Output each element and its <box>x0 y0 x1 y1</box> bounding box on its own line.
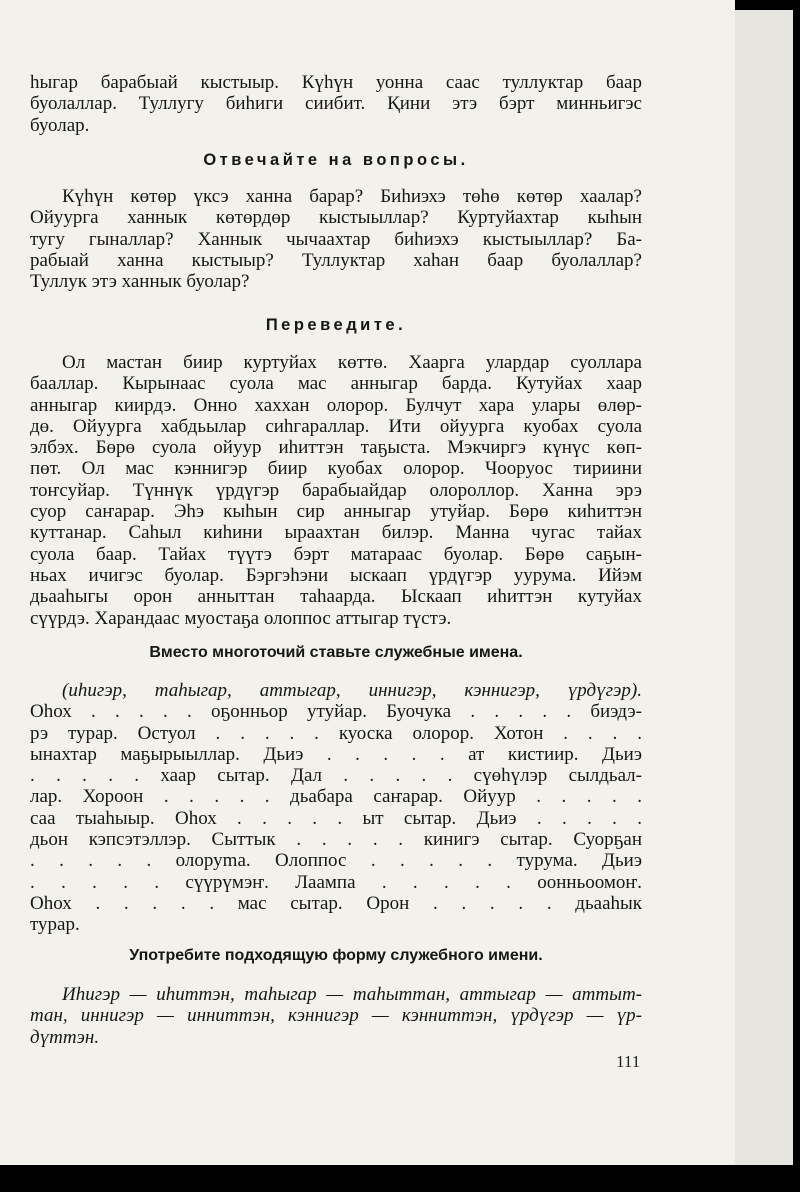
text-line: дө. Ойуурга хабдьылар сиһгараллар. Ити ойуурга куобах суола <box>30 415 642 437</box>
text-line: . . . . . олоруma. Олоппос . . . . . турума. Дьиэ <box>30 850 642 872</box>
text-line: суола баар. Тайах түүтэ бэрт матараас буолар. Бөрө саҕын- <box>30 543 642 565</box>
text-line: Туллук этэ ханнык буолар? <box>30 271 250 293</box>
text-line: буолаллар. Туллугу биһиги сиибит. Қини этэ бэрт минньигэс <box>30 93 642 115</box>
form-paragraph <box>30 984 642 1048</box>
text-line: Ол мастан биир куртуйах көттө. Хаарга улардар суоллара <box>62 352 642 373</box>
text-line: турар. <box>30 914 80 936</box>
adjacent-page-edge <box>735 10 793 1165</box>
text-line: лар. Хороон . . . . . дьабара саҥарар. Ойуур . . . . . <box>30 786 642 808</box>
text-line: бааллар. Кырынаас суола мас анныгар барда. Кутуйах хаар <box>30 373 642 395</box>
text-line: буолар. <box>30 114 90 136</box>
page-number: 111 <box>616 1052 641 1071</box>
text-line: Күһүн көтөр үксэ ханна барар? Биһиэхэ төһө көтөр хаалар? <box>62 186 642 207</box>
text-line: тоҥсуйар. Түннүк үрдүгэр барабыайдар олороллор. Ханна эрэ <box>30 479 642 501</box>
text-line: Ойуурга ханнык көтөрдөр кыстыыллар? Куртуйахтар кыһын <box>30 207 642 229</box>
text-line: Оһох . . . . . мас сытар. Орон . . . . . дьааһык <box>30 892 642 914</box>
text-line: ньах ичигэс буолар. Бэргэһэни ыскаап үрдүгэр уурума. Ийэм <box>30 564 642 586</box>
text-line: элбэх. Бөрө суола ойуур иһиттэн таҕыста. Мэкчиргэ күнүс көп- <box>30 437 642 459</box>
questions-paragraph <box>30 186 642 292</box>
text-line: Иһигэр — иһиттэн, таһыгар — таһыттан, аттыгар — аттыт- <box>62 984 642 1005</box>
text-line: рэ турар. Остуол . . . . . куоска олорор. Хотон . . . . <box>30 722 642 744</box>
text-line: дүттэн. <box>30 1026 100 1048</box>
text-line: рабыай ханна кыстыыр? Туллуктар хаһан баар буолаллар? <box>30 249 642 271</box>
text-line: Оһох . . . . . оҕонньор утуйар. Буочука . . . . . биэдэ- <box>30 701 642 723</box>
text-line: тан, иннигэр — инниттэн, кэннигэр — кэнниттэн, үрдүгэр — үр- <box>30 1005 642 1027</box>
translate-paragraph <box>30 352 642 629</box>
intro-paragraph <box>30 72 642 136</box>
text-line: анныгар киирдэ. Онно хаххан олорор. Булчут хара улары өлөр- <box>30 394 642 416</box>
text-line: ынахтар маҕырыыллар. Дьиэ . . . . . ат кистиир. Дьиэ <box>30 743 642 765</box>
text-line: . . . . . хаар сытар. Дал . . . . . сүөһүлэр сылдьал- <box>30 765 642 787</box>
text-line: саа тыаһыыр. Оһох . . . . . ыт сытар. Дьиэ . . . . . <box>30 807 642 829</box>
text-line: дьааһыгы орон анныттан таһаарда. Ыскаап иһиттэн кутуйах <box>30 586 642 608</box>
section-heading: Употребите подходящую форму служебного имени. <box>129 947 543 964</box>
section-heading: Переведите. <box>265 316 407 334</box>
text-line: дьон кэпсэтэллэр. Сыттык . . . . . кинигэ сытар. Суорҕан <box>30 829 642 851</box>
text-line: . . . . . сүүрүмэҥ. Лаампа . . . . . оонньоомоҥ. <box>30 871 642 893</box>
text-line: пөт. Ол мас кэннигэр биир куобах олорор. Чооруос тириини <box>30 458 642 480</box>
section-heading: Вместо многоточий ставьте служебные имена. <box>149 644 523 661</box>
word-list: (иһигэр, таһыгар, аттыгар, иннигэр, кэннигэр, үрдүгэр). <box>62 680 642 701</box>
section-heading: Отвечайте на вопросы. <box>203 151 469 169</box>
text-line: куттанар. Саһыл киһини ыраахтан билэр. Манна чугас тайах <box>30 522 642 544</box>
text-line: тугу гыналлар? Ханнык чычаахтар биһиэхэ кыстыыллар? Ба- <box>30 228 642 250</box>
text-line: һыгар барабыай кыстыыр. Күһүн уонна саас туллуктар баар <box>30 72 642 93</box>
text-line: сүүрдэ. Харандаас муостаҕа олоппос аттыгар түстэ. <box>30 607 452 629</box>
text-line: суор саҥарар. Эһэ кыһын сир анныгар утуйар. Бөрө киһиттэн <box>30 501 642 523</box>
fill-blanks-paragraph <box>30 680 642 936</box>
